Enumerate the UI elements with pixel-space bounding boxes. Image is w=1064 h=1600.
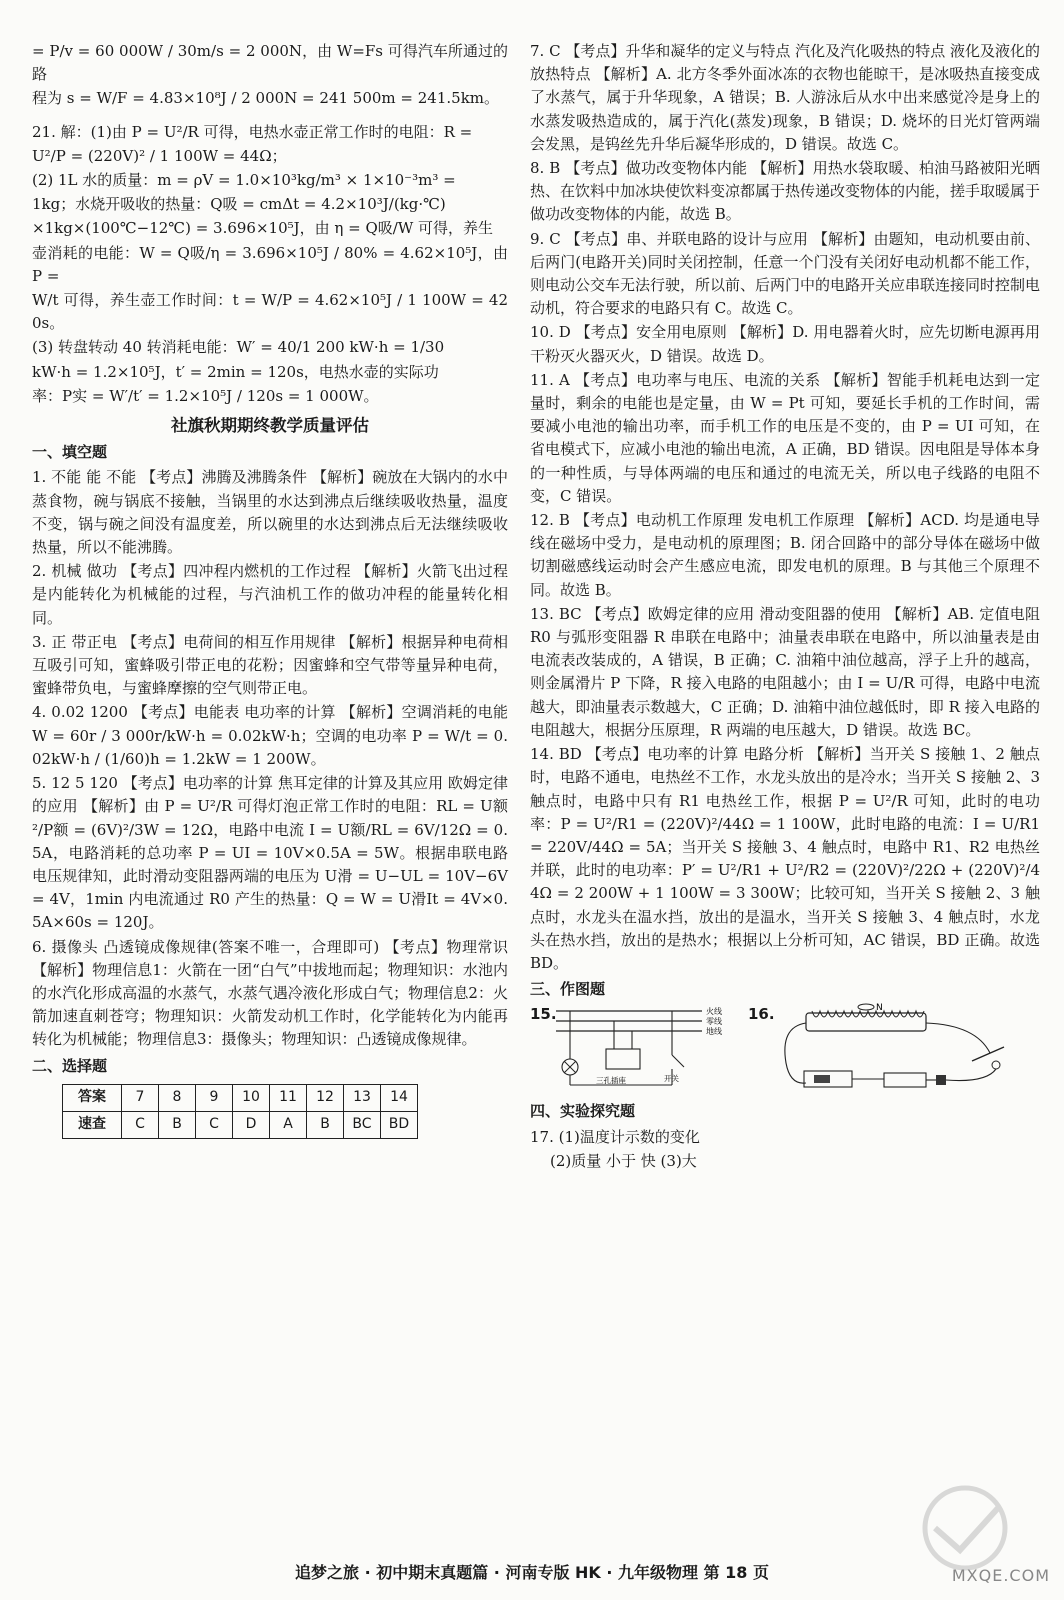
solenoid-figure-16 — [776, 1003, 1026, 1095]
section-heading: 二、选择题 — [32, 1056, 108, 1075]
table-cell: BC — [344, 1111, 381, 1138]
drawing-figures — [530, 1003, 1040, 1097]
answer-item: 2. 机械 做功 【考点】四冲程内燃机的工作过程 【解析】火箭飞出过程是内能转化为机械能的过程，与汽油机工作的做功冲程的能量转化相同。 — [32, 562, 508, 627]
table-cell: C — [122, 1111, 159, 1138]
switch-label: 开关 — [664, 1074, 679, 1084]
pole-label: N — [876, 1003, 883, 1014]
answer-item: 7. C 【考点】升华和凝华的定义与特点 汽化及汽化吸热的特点 液化及液化的放热特点 【解析】A. 北方冬季外面冰冻的衣物也能晾干，是冰吸热直接变成了水蒸气，属于升华现象，A 错误；B. 人游泳后从水中出来感觉冷是身上的水蒸发吸热造成的，属于汽化(蒸发)现象，B 错误；D. 烧坏的日光灯管两端会发黑，是钨丝先升华后凝华形成的，D 错误。故选 C。 — [530, 42, 1040, 153]
text-line: U²/P = (220V)² / 1 100W = 44Ω； — [32, 146, 287, 165]
page-footer: 追梦之旅 · 初中期末真题篇 · 河南专版 HK · 九年级物理 第 18 页 — [295, 1563, 769, 1582]
answer-table — [62, 1084, 418, 1139]
left-column — [32, 40, 508, 1139]
section-heading: 一、填空题 — [32, 443, 108, 462]
answer-item: 13. BC 【考点】欧姆定律的应用 滑动变阻器的使用 【解析】AB. 定值电阻 R0 与弧形变阻器 R 串联在电路中；油量表串联在电路中，所以油量表是由电流表改装成的，A 错误，B 正确；C. 油箱中油位越高，浮子上升的越高，则金属滑片 P 下降，R 接入电路的电阻越小；由 I = U/R 可得，电路中电流越大，即油量表示数越大，C 正确；D. 油箱中油位越低时，即 R 接入电路的电阻越大，根据分压原理，R 两端的电压越大，D 错误。故选 BC。 — [530, 604, 1040, 739]
text-line: ×1kg×(100℃−12℃) = 3.696×10⁵J，由 η = Q吸/W 可得，养生 — [32, 219, 494, 238]
answer-item: 12. B 【考点】电动机工作原理 发电机工作原理 【解析】ACD. 均是通电导线在磁场中受力，是电动机的原理图；B. 闭合回路中的部分导体在磁场中做切割磁感线运动时会产生感应电流，即发电机的原理。B 与其他三个原理不同。故选 B。 — [530, 511, 1041, 599]
figure-number: 15. — [530, 1005, 557, 1024]
table-cell: 14 — [381, 1084, 418, 1111]
answer-item: 17. (1)温度计示数的变化 — [530, 1127, 700, 1146]
wire-label: 地线 — [706, 1027, 722, 1037]
text-line: W/t 可得，养生壶工作时间：t = W/P = 4.62×10⁵J / 1 100W = 420s。 — [32, 291, 508, 333]
exam-title: 社旗秋期期终教学质量评估 — [171, 416, 369, 436]
wire-label: 火线 — [706, 1007, 722, 1017]
table-cell: 9 — [196, 1084, 233, 1111]
table-cell: D — [233, 1111, 270, 1138]
table-cell: 13 — [344, 1084, 381, 1111]
text-line: 率：P实 = W′/t′ = 1.2×10⁵J / 120s = 1 000W。 — [32, 386, 379, 405]
answer-item: 4. 0.02 1200 【考点】电能表 电功率的计算 【解析】空调消耗的电能 W = 60r / 3 000r/kW·h = 0.02kW·h；空调的电功率 P = W/t = 0.02kW·h / (1/60)h = 1.2kW = 1 200W。 — [32, 703, 508, 768]
table-cell: C — [196, 1111, 233, 1138]
text-line: 壶消耗的电能：W = Q吸/η = 3.696×10⁵J / 80% = 4.62×10⁵J，由 P = — [32, 243, 508, 285]
text-line: 1kg；水烧开吸收的热量：Q吸 = cmΔt = 4.2×10³J/(kg·℃) — [32, 195, 446, 214]
text-line: 21. 解：(1)由 P = U²/R 可得，电热水壶正常工作时的电阻：R = — [32, 122, 473, 141]
right-column — [530, 40, 1040, 1174]
text-line: = P/v = 60 000W / 30m/s = 2 000N，由 W=Fs 可得汽车所通过的路 — [32, 42, 508, 84]
table-cell: 12 — [307, 1084, 344, 1111]
answer-item: 6. 摄像头 凸透镜成像规律(答案不唯一，合理即可) 【考点】物理常识 【解析】物理信息1：火箭在一团“白气”中拔地而起；物理知识：水池内的水汽化形成高温的水蒸气，水蒸气遇冷液化形成白气；物理信息2：火箭加速直刺苍穹；物理知识：火箭发动机工作时，化学能转化为内能再转化为机械能；物理信息3：摄像头；物理知识：凸透镜成像规律。 — [32, 937, 508, 1049]
wire-label: 零线 — [706, 1017, 722, 1027]
answer-item: 9. C 【考点】串、并联电路的设计与应用 【解析】由题知，电动机要由前、后两门(电路开关)同时关闭控制，任意一个门没有关闭好电动机都不能工作，则电动公交车无法行驶，所以前、后两门中的电路开关应串联连接同时控制电动机，符合要求的电路只有 C。故选 C。 — [530, 229, 1041, 318]
table-cell: B — [159, 1111, 196, 1138]
answer-item: 8. B 【考点】做功改变物体内能 【解析】用热水袋取暖、柏油马路被阳光晒热、在饮料中加冰块使饮料变凉都属于热传递改变物体的内能，搓手取暖属于做功改变物体的内能，故选 B。 — [530, 159, 1041, 224]
table-cell: 11 — [270, 1084, 307, 1111]
table-cell: 7 — [122, 1084, 159, 1111]
table-cell: B — [307, 1111, 344, 1138]
section-heading: 四、实验探究题 — [530, 1102, 636, 1121]
answer-item: 11. A 【考点】电功率与电压、电流的关系 【解析】智能手机耗电达到一定量时，剩余的电能也是定量，由 W = Pt 可知，要延长手机的工作时间，需要减小电池的输出功率，而手机工作的电压是不变的，由 P = UI 可知，在省电模式下，应减小电池的输出电流，A 正确，BD 错误。因电阻是导体本身的一种性质，与导体两端的电压和通过的电流无关，所以电子线路的电阻不变，C 错误。 — [530, 370, 1040, 505]
answer-item: 5. 12 5 120 【考点】电功率的计算 焦耳定律的计算及其应用 欧姆定律的应用 【解析】由 P = U²/R 可得灯泡正常工作时的电阻：RL = U额²/P额 = (6V)²/3W = 12Ω，电路中电流 I = U额/RL = 6V/12Ω = 0.5A，电路消耗的总功率 P = UI = 10V×0.5A = 5W。根据串联电路电压规律知，此时滑动变阻器两端的电压为 U滑 = U−UL = 10V−6V = 4V，1min 内电流通过 R0 产生的热量：Q = W = U滑It = 4V×0.5A×60s = 120J。 — [32, 774, 508, 932]
answer-item: (2)质量 小于 快 (3)大 — [550, 1151, 697, 1170]
watermark-text: MXQE.COM — [951, 1566, 1050, 1585]
table-cell: BD — [381, 1111, 418, 1138]
section-heading: 三、作图题 — [530, 980, 606, 999]
table-cell: 10 — [233, 1084, 270, 1111]
table-cell: A — [270, 1111, 307, 1138]
answer-item: 1. 不能 能 不能 【考点】沸腾及沸腾条件 【解析】碗放在大锅内的水中蒸食物，碗与锅底不接触，当锅里的水达到沸点后继续吸收热量，温度不变，锅与碗之间没有温度差，所以碗里的水达到沸点后无法继续吸收热量，所以不能沸腾。 — [32, 468, 508, 557]
table-header: 速查 — [63, 1111, 122, 1138]
answer-item: 3. 正 带正电 【考点】电荷间的相互作用规律 【解析】根据异种电荷相互吸引可知，蜜蜂吸引带正电的花粉；因蜜蜂和空气带等量异种电荷，蜜蜂带负电，与蜜蜂摩擦的空气则带正电。 — [32, 632, 508, 698]
socket-label: 三孔插座 — [596, 1076, 626, 1086]
table-header: 答案 — [63, 1084, 122, 1111]
answer-item: 10. D 【考点】安全用电原则 【解析】D. 用电器着火时，应先切断电源再用干粉灭火器灭火，D 错误。故选 D。 — [530, 323, 1040, 365]
text-line: (3) 转盘转动 40 转消耗电能：W′ = 40/1 200 kW·h = 1/30 — [32, 338, 445, 357]
table-cell: 8 — [159, 1084, 196, 1111]
text-line: kW·h = 1.2×10⁵J，t′ = 2min = 120s，电热水壶的实际功 — [32, 362, 439, 381]
circuit-figure-15 — [552, 1005, 742, 1095]
figure-number: 16. — [748, 1005, 775, 1024]
text-line: (2) 1L 水的质量：m = ρV = 1.0×10³kg/m³ × 1×10⁻³m³ = — [32, 171, 456, 190]
answer-item: 14. BD 【考点】电功率的计算 电路分析 【解析】当开关 S 接触 1、2 触点时，电路不通电，电热丝不工作，水龙头放出的是冷水；当开关 S 接触 2、3 触点时，电路中只有 R1 电热丝工作，根据 P = U²/R 可知，此时的电功率：P = U²/R1 = (220V)²/44Ω = 1 100W，此时电路的电流：I = U/R1 = 220V/44Ω = 5A；当开关 S 接触 3、4 触点时，电路中 R1、R2 电热丝并联，此时的电功率：P′ = U²/R1 + U²/R2 = (220V)²/22Ω + (220V)²/44Ω = 2 200W + 1 100W = 3 300W；比较可知，当开关 S 接触 2、3 触点时，水龙头在温水挡，放出的是温水，当开关 S 接触 3、4 触点时，水龙头在热水挡，放出的是热水；根据以上分析可知，AC 错误，BD 正确。故选 BD。 — [530, 745, 1040, 972]
text-line: 程为 s = W/F = 4.83×10⁸J / 2 000N = 241 500m = 241.5km。 — [32, 89, 500, 108]
